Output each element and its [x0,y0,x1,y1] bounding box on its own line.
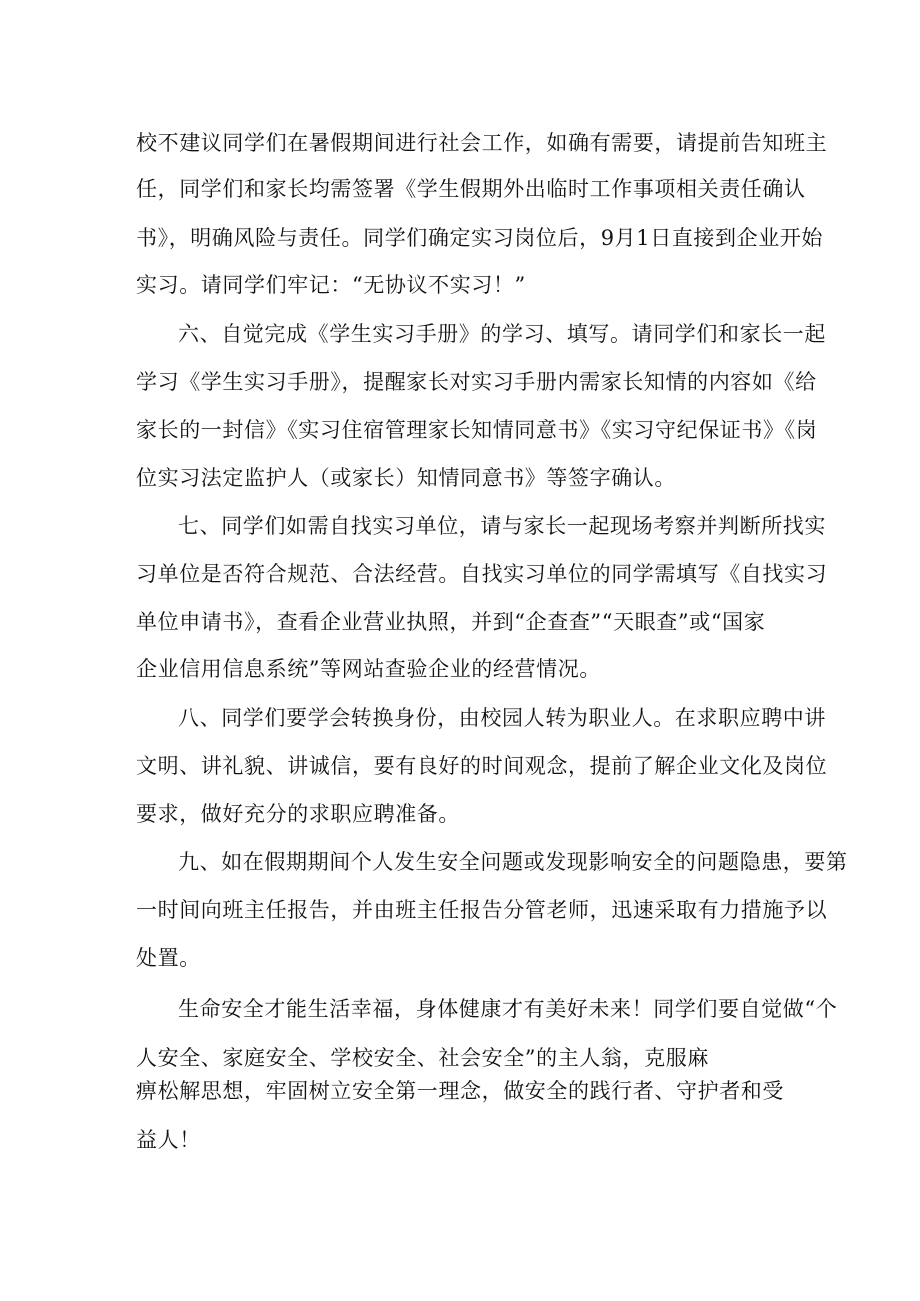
text-line: 任，同学们和家长均需签署《学生假期外出临时工作事项相关责任确认 [136,177,806,201]
text-line: 实习。请同学们牢记：“无协议不实习！” [136,273,526,297]
text-line: 家长的一封信》《实习住宿管理家长知情同意书》《实习守纪保证书》《岗 [136,418,818,442]
text-line: 企业信用信息系统”等网站查验企业的经营情况。 [136,657,601,681]
text-line: 要求，做好充分的求职应聘准备。 [136,802,460,826]
text-line: 九、如在假期期间个人发生安全问题或发现影响安全的问题隐患，要第 [178,850,848,874]
text-line: 位实习法定监护人（或家长）知情同意书》等签字确认。 [136,466,676,490]
text-line: 七、同学们如需自找实习单位，请与家长一起现场考察并判断所找实 [178,514,826,538]
text-line: 人安全、家庭安全、学校安全、社会安全”的主人翁，克服麻 [136,1046,709,1070]
text-line: 痹松解思想，牢固树立安全第一理念，做安全的践行者、守护者和受 [136,1079,784,1103]
text-line: 益人！ [136,1128,201,1152]
text-line: 书》，明确风险与责任。同学们确定实习岗位后，9月1日直接到企业开始 [136,226,824,250]
text-line: 习单位是否符合规范、合法经营。自找实习单位的同学需填写《自找实习 [136,562,828,586]
text-line: 八、同学们要学会转换身份，由校园人转为职业人。在求职应聘中讲 [178,706,826,730]
text-line: 单位申请书》，查看企业营业执照，并到“企查查”“天眼查”或“国家 [136,610,766,634]
text-line: 学习《学生实习手册》，提醒家长对实习手册内需家长知情的内容如《给 [136,370,817,394]
text-line: 文明、讲礼貌、讲诚信，要有良好的时间观念，提前了解企业文化及岗位 [136,754,828,778]
text-line: 六、自觉完成《学生实习手册》的学习、填写。请同学们和家长一起 [178,322,826,346]
text-line: 处置。 [136,946,201,970]
text-line: 生命安全才能生活幸福，身体健康才有美好未来！同学们要自觉做“个 [178,997,838,1021]
text-line: 校不建议同学们在暑假期间进行社会工作，如确有需要，请提前告知班主 [136,131,828,155]
text-line: 一时间向班主任报告，并由班主任报告分管老师，迅速采取有力措施予以 [136,898,828,922]
